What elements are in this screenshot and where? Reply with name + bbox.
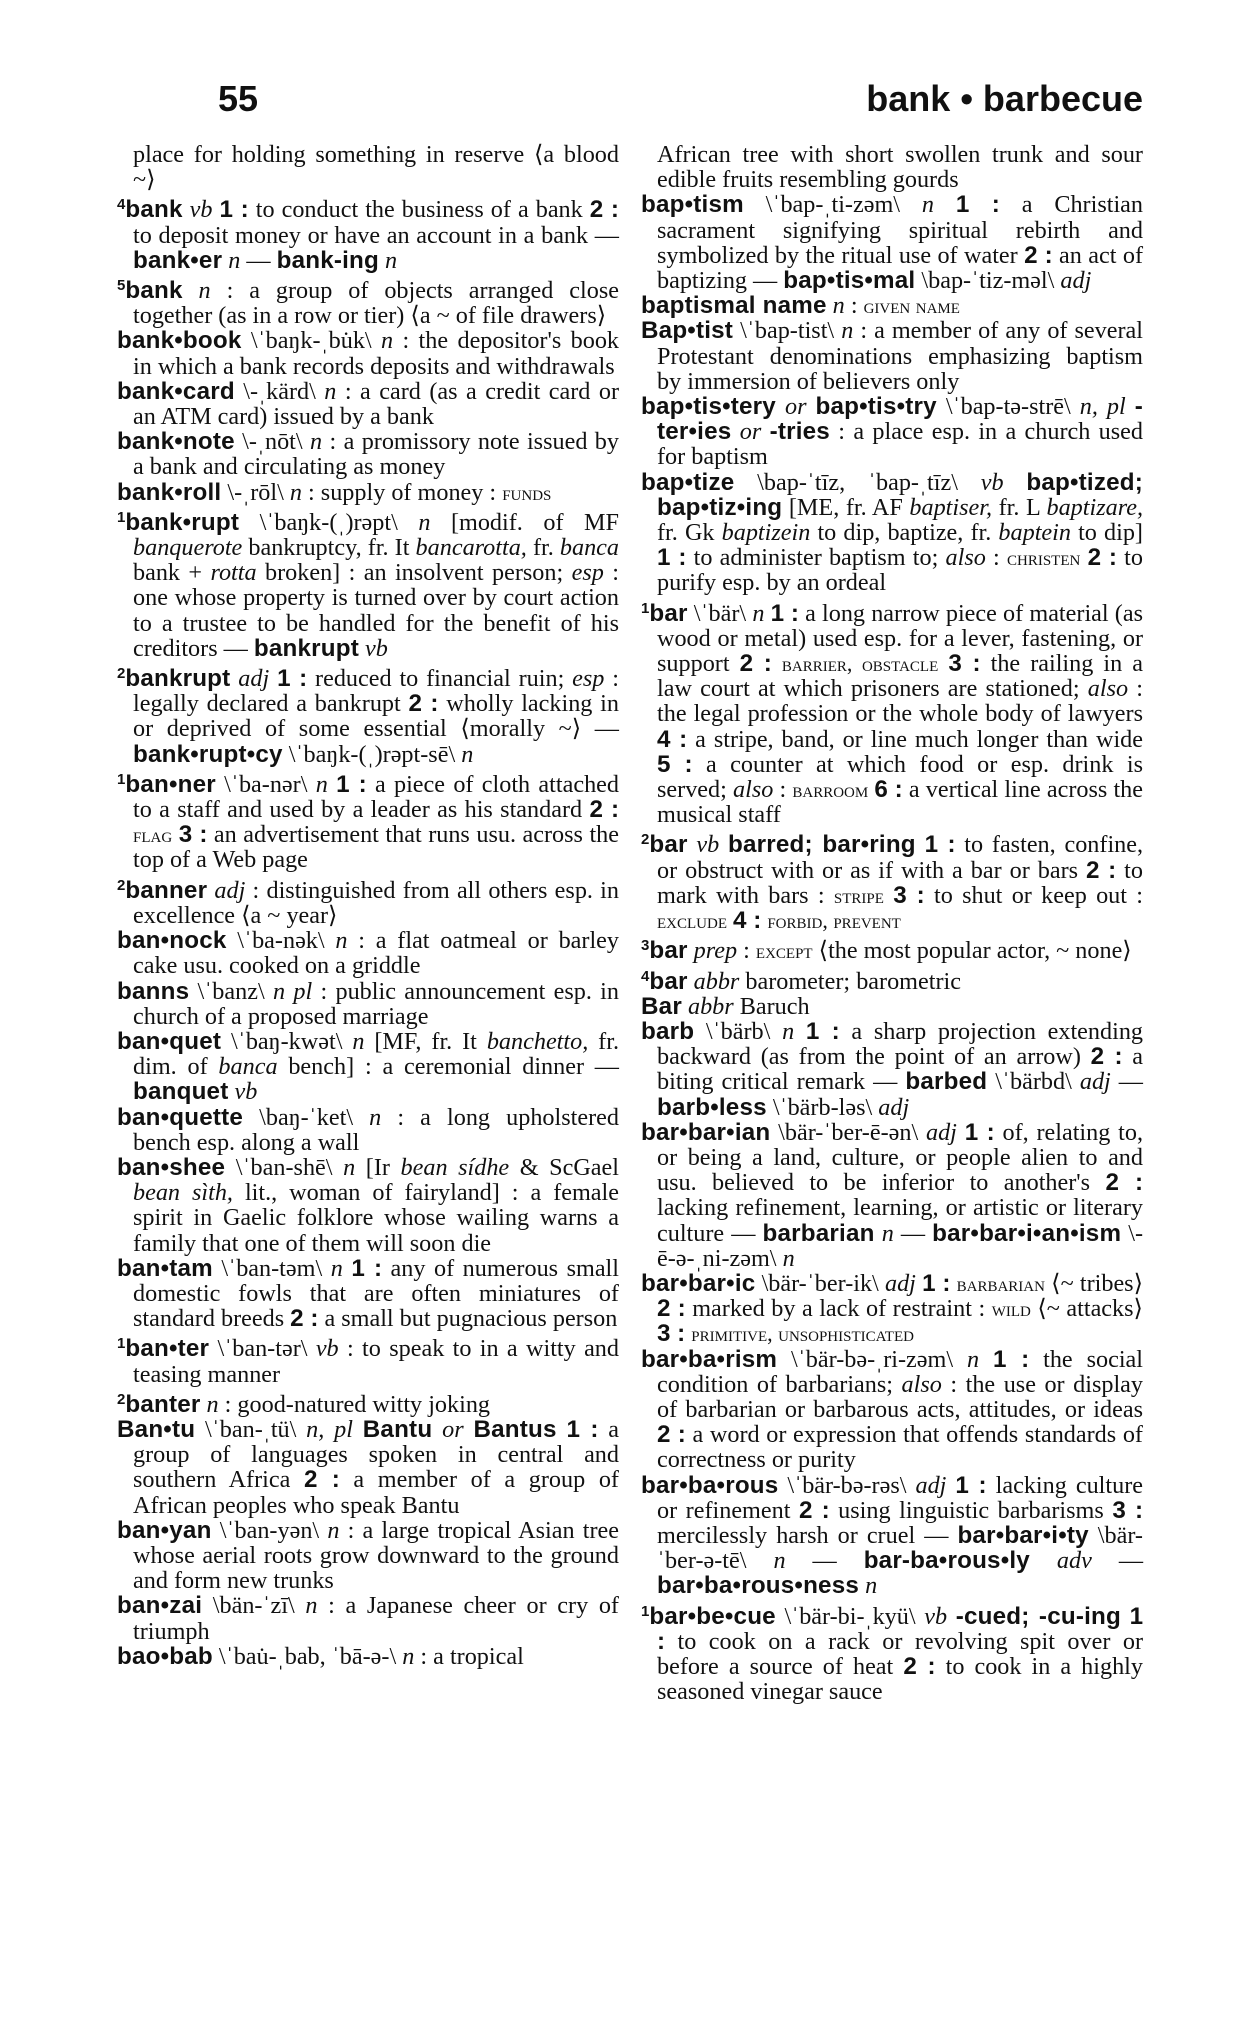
dictionary-entry: $^2$banner adj : distinguished from all others esp. in excellence ⟨a ~ year⟩ bbox=[117, 876, 619, 929]
dictionary-entry: bank•book \ˈbaŋk-ˌbu̇k\ n : the depositor's book in which a bank records deposits and withdrawals bbox=[117, 327, 620, 380]
dictionary-entry: place for holding something in reserve ⟨a blood ~⟩ bbox=[133, 141, 619, 194]
dictionary-entry: $^3$bar prep : except ⟨the most popular actor, ~ none⟩ bbox=[641, 937, 1132, 965]
dictionary-entry: baptismal name n : given name bbox=[641, 292, 960, 320]
dictionary-entry: $^4$bar abbr barometer; barometric bbox=[641, 967, 961, 995]
dictionary-entry: $^1$bank•rupt \ˈbaŋk-(ˌ)rəpt\ n [modif. of MF banquerote bankruptcy, fr. It bancarotta, fr. banca bank + rotta broken] : an insolvent person; esp : one whose property is turned over by court action to a trustee to be handled for the benefit of his creditors — bankrupt vb bbox=[117, 508, 619, 662]
dictionary-entry: bar•ba•rous \ˈbär-bə-rəs\ adj 1 : lacking culture or refinement 2 : using linguistic barbarisms 3 : mercilessly harsh or cruel — bar•bar•i•ty \bär-ˈber-ə-tē\ n — bar-ba•rous•ly adv — bar•ba•rous•ness n bbox=[641, 1471, 1144, 1600]
dictionary-entry: $^2$banter n : good-natured witty joking bbox=[117, 1390, 491, 1418]
dictionary-entry: bar•bar•ic \bär-ˈber-ik\ adj 1 : barbarian ⟨~ tribes⟩ 2 : marked by a lack of restraint : wild ⟨~ attacks⟩ 3 : primitive, unsophisticated bbox=[641, 1269, 1144, 1348]
dictionary-entry: bank•note \-ˌnōt\ n : a promissory note issued by a bank and circulating as money bbox=[117, 428, 619, 481]
guide-words: bank • barbecue bbox=[866, 78, 1143, 119]
dictionary-entry: ban•quette \baŋ-ˈket\ n : a long upholstered bench esp. along a wall bbox=[117, 1103, 619, 1156]
dictionary-entry: $^4$bank vb 1 : to conduct the business of a bank 2 : to deposit money or have an account in a bank — bank•er n — bank-ing n bbox=[117, 196, 619, 274]
left-column bbox=[117, 142, 619, 1669]
dictionary-entry: bar•ba•rism \ˈbär-bə-ˌri-zəm\ n 1 : the social condition of barbarians; also : the use or display of barbarian or barbarous acts, attitudes, or ideas 2 : a word or expression that offends standards of correctness or purity bbox=[641, 1345, 1144, 1474]
dictionary-entry: bank•card \-ˌkärd\ n : a card (as a credit card or an ATM card) issued by a bank bbox=[117, 377, 619, 431]
page-number: 55 bbox=[218, 78, 259, 119]
dictionary-entry: barb \ˈbärb\ n 1 : a sharp projection extending backward (as from the point of an arrow) 2 : a biting critical remark — barbed \ˈbärbd\ adj — barb•less \ˈbärb-ləs\ adj bbox=[641, 1017, 1144, 1121]
dictionary-entry: bank•roll \-ˌrōl\ n : supply of money : funds bbox=[117, 478, 552, 506]
dictionary-entry: ban•zai \bän-ˈzī\ n : a Japanese cheer or cry of triumph bbox=[117, 1592, 619, 1645]
dictionary-entry: Bap•tist \ˈbap-tist\ n : a member of any of several Protestant denominations emphasizing baptism by immersion of believers only bbox=[641, 317, 1143, 395]
dictionary-entry: Ban•tu \ˈban-ˌtü\ n, pl Bantu or Bantus 1 : a group of languages spoken in central and southern Africa 2 : a member of a group of African peoples who speak Bantu bbox=[117, 1415, 619, 1519]
dictionary-entry: ban•shee \ˈban-shē\ n [Ir bean sídhe & ScGael bean sìth, lit., woman of fairyland] : a female spirit in Gaelic folklore whose wailing warns a family that one of them will soon die bbox=[117, 1153, 619, 1257]
dictionary-entry: banns \ˈbanz\ n pl : public announcement esp. in church of a proposed marriage bbox=[117, 977, 619, 1030]
dictionary-entry: bap•tis•tery or bap•tis•try \ˈbap-tə-strē\ n, pl -ter•ies or -tries : a place esp. in a church used for baptism bbox=[641, 393, 1144, 471]
dictionary-entry: $^2$bankrupt adj 1 : reduced to financial ruin; esp : legally declared a bankrupt 2 : wholly lacking in or deprived of some essential ⟨morally ~⟩ — bank•rupt•cy \ˈbaŋk-(ˌ)rəpt-sē\ n bbox=[117, 665, 619, 768]
dictionary-entry: Bar abbr Baruch bbox=[641, 992, 810, 1020]
dictionary-entry: bao•bab \ˈbau̇-ˌbab, ˈbā-ə-\ n : a tropical bbox=[117, 1642, 524, 1670]
dictionary-entry: ban•quet \ˈbaŋ-kwət\ n [MF, fr. It banchetto, fr. dim. of banca bench] : a ceremonial dinner — banquet vb bbox=[117, 1027, 620, 1106]
dictionary-entry: $^1$ban•ter \ˈban-tər\ vb : to speak to in a witty and teasing manner bbox=[117, 1335, 619, 1388]
dictionary-entry: $^1$ban•ner \ˈba-nər\ n 1 : a piece of cloth attached to a staff and used by a leader as his standard 2 : flag 3 : an advertisement that runs usu. across the top of a Web page bbox=[117, 770, 620, 874]
dictionary-entry: bap•tize \bap-ˈtīz, ˈbap-ˌtīz\ vb bap•tized; bap•tiz•ing [ME, fr. AF baptiser, fr. L baptizare, fr. Gk baptizein to dip, baptize, fr. baptein to dip] 1 : to administer baptism to; also : christen 2 : to purify esp. by an ordeal bbox=[641, 468, 1143, 597]
right-column bbox=[641, 142, 1143, 1704]
dictionary-entry: African tree with short swollen trunk and sour edible fruits resembling gourds bbox=[657, 141, 1143, 194]
dictionary-entry: $^2$bar vb barred; bar•ring 1 : to fasten, confine, or obstruct with or as if with a bar or bars 2 : to mark with bars : stripe 3 : to shut or keep out : exclude 4 : forbid, prevent bbox=[641, 831, 1144, 935]
dictionary-entry: $^5$bank n : a group of objects arranged close together (as in a row or tier) ⟨a ~ of file drawers⟩ bbox=[117, 277, 620, 330]
dictionary-entry: $^1$bar•be•cue \ˈbär-bi-ˌkyü\ vb -cued; -cu-ing 1 : to cook on a rack or revolving spit over or before a source of heat 2 : to cook in a highly seasoned vinegar sauce bbox=[641, 1602, 1144, 1706]
dictionary-entry: $^1$bar \ˈbär\ n 1 : a long narrow piece of material (as wood or metal) used esp. for a lever, fastening, or support 2 : barrier, obstacle 3 : the railing in a law court at which prisoners are stationed; also : the legal profession or the whole body of lawyers 4 : a stripe, band, or line much longer than wide 5 : a counter at which food or esp. drink is served; also : barroom 6 : a vertical line across the musical staff bbox=[641, 599, 1143, 829]
dictionary-entry: ban•tam \ˈban-təm\ n 1 : any of numerous small domestic fowls that are often miniatures of standard breeds 2 : a small but pugnacious person bbox=[117, 1254, 619, 1333]
dictionary-entry: bap•tism \ˈbap-ˌti-zəm\ n 1 : a Christian sacrament signifying spiritual rebirth and symbolized by the ritual use of water 2 : an act of baptizing — bap•tis•mal \bap-ˈtiz-məl\ adj bbox=[641, 191, 1144, 295]
dictionary-entry: ban•yan \ˈban-yən\ n : a large tropical Asian tree whose aerial roots grow downward to the ground and form new trunks bbox=[117, 1516, 619, 1595]
dictionary-entry: ban•nock \ˈba-nək\ n : a flat oatmeal or barley cake usu. cooked on a griddle bbox=[117, 927, 619, 980]
dictionary-entry: bar•bar•ian \bär-ˈber-ē-ən\ adj 1 : of, relating to, or being a land, culture, or people alien to and usu. believed to be inferior to another's 2 : lacking refinement, learning, or artistic or literary culture — barbarian n — bar•bar•i•an•ism \-ē-ə-ˌni-zəm\ n bbox=[641, 1118, 1144, 1272]
